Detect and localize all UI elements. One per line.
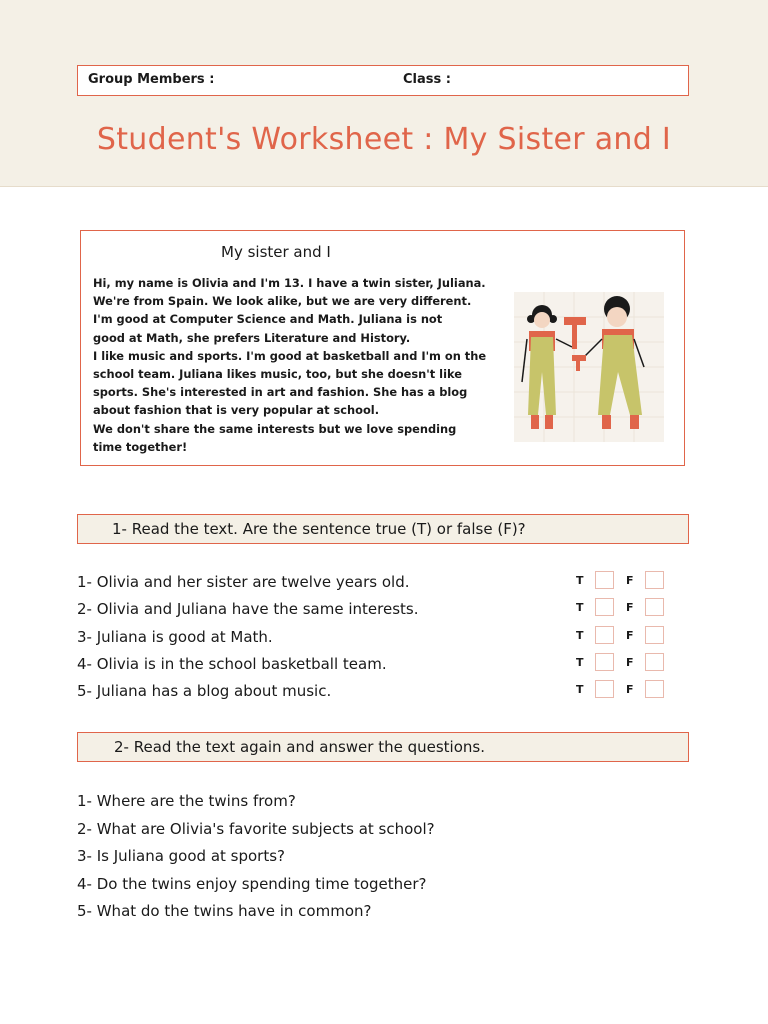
- exercise1-header: [77, 514, 689, 544]
- reading-line: We're from Spain. We look alike, but we are very different.: [93, 294, 472, 309]
- exercise1-instruction: 1- Read the text. Are the sentence true (T) or false (F)?: [112, 520, 526, 538]
- false-label: F: [626, 601, 634, 614]
- false-label: F: [626, 629, 634, 642]
- true-checkbox[interactable]: [595, 680, 614, 698]
- false-label: F: [626, 683, 634, 696]
- false-checkbox[interactable]: [645, 571, 664, 589]
- reading-line: school team. Juliana likes music, too, but she doesn't like: [93, 367, 462, 382]
- true-label: T: [576, 601, 584, 614]
- twins-illustration: [514, 287, 664, 447]
- open-question: 1- Where are the twins from?: [77, 792, 296, 810]
- open-question: 4- Do the twins enjoy spending time together?: [77, 875, 427, 893]
- group-info-box: [77, 65, 689, 96]
- tf-statement: 2- Olivia and Juliana have the same interests.: [77, 600, 419, 618]
- page-title: Student's Worksheet : My Sister and I: [96, 122, 672, 157]
- true-checkbox[interactable]: [595, 626, 614, 644]
- exercise2-instruction: 2- Read the text again and answer the questions.: [114, 738, 485, 756]
- true-label: T: [576, 629, 584, 642]
- true-checkbox[interactable]: [595, 571, 614, 589]
- tf-item: [77, 598, 677, 622]
- false-label: F: [626, 574, 634, 587]
- exercise2-header: [77, 732, 689, 762]
- tf-item: [77, 653, 677, 677]
- reading-line: We don't share the same interests but we love spending: [93, 421, 457, 436]
- reading-line: about fashion that is very popular at school.: [93, 403, 380, 418]
- open-question: 3- Is Juliana good at sports?: [77, 847, 286, 865]
- reading-line: I'm good at Computer Science and Math. Juliana is not: [93, 312, 443, 327]
- true-checkbox[interactable]: [595, 653, 614, 671]
- tf-statement: 1- Olivia and her sister are twelve years old.: [77, 573, 410, 591]
- false-label: F: [626, 656, 634, 669]
- false-checkbox[interactable]: [645, 653, 664, 671]
- tf-item: [77, 571, 677, 595]
- true-label: T: [576, 656, 584, 669]
- false-checkbox[interactable]: [645, 598, 664, 616]
- tf-item: [77, 626, 677, 650]
- true-label: T: [576, 683, 584, 696]
- reading-passage-box: [80, 230, 685, 466]
- open-question: 5- What do the twins have in common?: [77, 902, 372, 920]
- reading-line: time together!: [93, 439, 188, 454]
- reading-line: good at Math, she prefers Literature and History.: [93, 330, 411, 345]
- reading-line: sports. She's interested in art and fashion. She has a blog: [93, 385, 468, 400]
- tf-statement: 4- Olivia is in the school basketball team.: [77, 655, 387, 673]
- true-label: T: [576, 574, 584, 587]
- true-checkbox[interactable]: [595, 598, 614, 616]
- class-label: Class :: [403, 72, 451, 87]
- false-checkbox[interactable]: [645, 680, 664, 698]
- reading-title: My sister and I: [221, 243, 331, 261]
- tf-statement: 5- Juliana has a blog about music.: [77, 682, 332, 700]
- group-members-label: Group Members :: [88, 72, 215, 87]
- tf-statement: 3- Juliana is good at Math.: [77, 628, 273, 646]
- open-question: 2- What are Olivia's favorite subjects at school?: [77, 820, 435, 838]
- reading-text: [93, 274, 487, 456]
- tf-item: [77, 680, 677, 704]
- reading-line: I like music and sports. I'm good at basketball and I'm on the: [93, 348, 487, 363]
- reading-line: Hi, my name is Olivia and I'm 13. I have a twin sister, Juliana.: [93, 276, 486, 290]
- false-checkbox[interactable]: [645, 626, 664, 644]
